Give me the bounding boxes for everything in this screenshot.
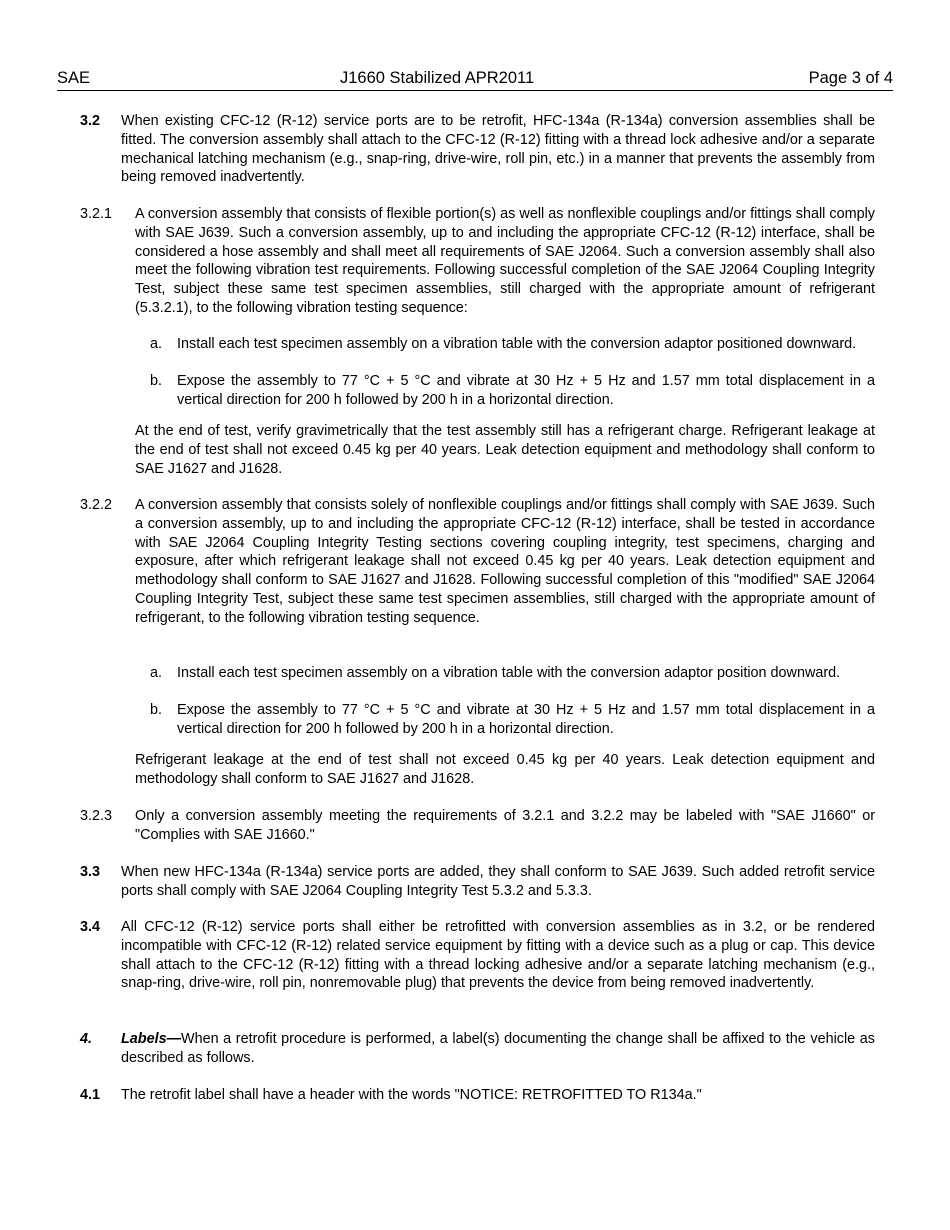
section-text <box>121 1030 875 1068</box>
section-text: All CFC-12 (R-12) service ports shall either be retrofitted with conversion assemblies as in 3.2, or be rendered incompatible with CFC-12 (R-12) related service equipment by fitting with a device such as a plug or cap. This device shall attach to the CFC-12 (R-12) fitting with a thread locking adhesive and/or a separate latching mechanism (e.g., snap-ring, drive-wire, roll pin, nonremovable plug) that prevents the device from being removed inadvertently. <box>121 919 875 992</box>
header-org: SAE <box>57 69 91 87</box>
list-letter: b. <box>150 373 163 389</box>
section-number: 3.3 <box>80 864 101 880</box>
section-text: Refrigerant leakage at the end of test shall not exceed 0.45 kg per 40 years. Leak detection equipment and methodology shall conform to SAE J1627 and J1628. <box>135 752 875 787</box>
section-heading: Labels— <box>121 1031 181 1047</box>
list-text: Expose the assembly to 77 °C + 5 °C and vibrate at 30 Hz + 5 Hz and 1.57 mm total displacement in a vertical direction for 200 h followed by 200 h in a horizontal direction. <box>177 373 875 408</box>
section-text: Only a conversion assembly meeting the requirements of 3.2.1 and 3.2.2 may be labeled with "SAE J1660" or "Complies with SAE J1660." <box>135 808 875 843</box>
list-letter: a. <box>150 665 163 681</box>
page-header <box>57 68 893 91</box>
list-text: Expose the assembly to 77 °C + 5 °C and vibrate at 30 Hz + 5 Hz and 1.57 mm total displacement in a vertical direction for 200 h followed by 200 h in a horizontal direction. <box>177 702 875 737</box>
list-item-3-2-2-b <box>150 701 875 739</box>
section-number: 3.2.1 <box>80 206 113 222</box>
section-text: A conversion assembly that consists of flexible portion(s) as well as nonflexible couplings and/or fittings shall comply with SAE J639. Such a conversion assembly, up to and including the appropriate CFC-12 (R-12) interface, shall be considered a hose assembly and shall meet all requirements of SAE J2064. Such a conversion assembly shall also meet the following vibration test requirements. Following successful completion of the SAE J2064 Coupling Integrity Test, subject these same test specimen assemblies, still charged with the appropriate amount of refrigerant (5.3.2.1), to the following vibration testing sequence: <box>135 206 875 316</box>
section-3-2-1 <box>80 205 875 318</box>
list-text: Install each test specimen assembly on a vibration table with the conversion adaptor position downward. <box>177 665 841 681</box>
section-text: The retrofit label shall have a header with the words "NOTICE: RETROFITTED TO R134a." <box>121 1087 702 1103</box>
header-page-number: Page 3 of 4 <box>808 69 893 87</box>
section-3-2-2 <box>80 496 875 628</box>
section-4-1 <box>80 1086 875 1105</box>
list-item-3-2-1-b <box>150 372 875 410</box>
section-text: At the end of test, verify gravimetrically that the test assembly still has a refrigerant charge. Refrigerant leakage at the end of test shall not exceed 0.45 kg per 40 years. Leak detection equipment and methodology shall conform to SAE J1627 and J1628. <box>135 423 875 477</box>
list-letter: a. <box>150 336 163 352</box>
section-number: 3.2 <box>80 113 101 129</box>
section-number: 4.1 <box>80 1087 101 1103</box>
section-4 <box>80 1030 875 1068</box>
section-body: When a retrofit procedure is performed, a label(s) documenting the change shall be affixed to the vehicle as described as follows. <box>121 1031 875 1066</box>
section-3-3 <box>80 863 875 901</box>
section-number: 3.2.3 <box>80 808 113 824</box>
section-3-2-1-closing <box>80 422 875 478</box>
list-text: Install each test specimen assembly on a vibration table with the conversion adaptor positioned downward. <box>177 336 857 352</box>
section-text: When new HFC-134a (R-134a) service ports are added, they shall conform to SAE J639. Such added retrofit service ports shall comply with SAE J2064 Coupling Integrity Test 5.3.2 and 5.3.3. <box>121 864 875 899</box>
section-3-2 <box>80 112 875 187</box>
section-3-2-3 <box>80 807 875 845</box>
section-number: 4. <box>80 1031 93 1047</box>
section-3-4 <box>80 918 875 993</box>
section-number: 3.4 <box>80 919 101 935</box>
list-item-3-2-1-a <box>150 335 875 354</box>
section-text: When existing CFC-12 (R-12) service ports are to be retrofit, HFC-134a (R-134a) conversion assemblies shall be fitted. The conversion assembly shall attach to the CFC-12 (R-12) fitting with a thread lock adhesive and/or a separate mechanical latching mechanism (e.g., snap-ring, drive-wire, roll pin, etc.) in a manner that prevents the assembly from being removed inadvertently. <box>121 113 875 186</box>
section-3-2-2-closing <box>80 751 875 789</box>
list-letter: b. <box>150 702 163 718</box>
section-text: A conversion assembly that consists solely of nonflexible couplings and/or fittings shall comply with SAE J639. Such a conversion assembly, up to and including the appropriate CFC-12 (R-12) interface, shall be tested in accordance with SAE J2064 Coupling Integrity Testing sections covering coupling integrity, test specimens, charging and exposure, after which refrigerant leakage shall not exceed 0.45 kg per 40 years. Leak detection equipment and methodology shall conform to SAE J1627 and J1628. Following successful completion of this "modified" SAE J2064 Coupling Integrity Test, subject these same test specimen assemblies, still charged with the appropriate amount of refrigerant, to the following vibration testing sequence. <box>135 497 875 626</box>
header-document-id: J1660 Stabilized APR2011 <box>340 69 535 87</box>
section-number: 3.2.2 <box>80 497 113 513</box>
list-item-3-2-2-a <box>150 664 875 683</box>
